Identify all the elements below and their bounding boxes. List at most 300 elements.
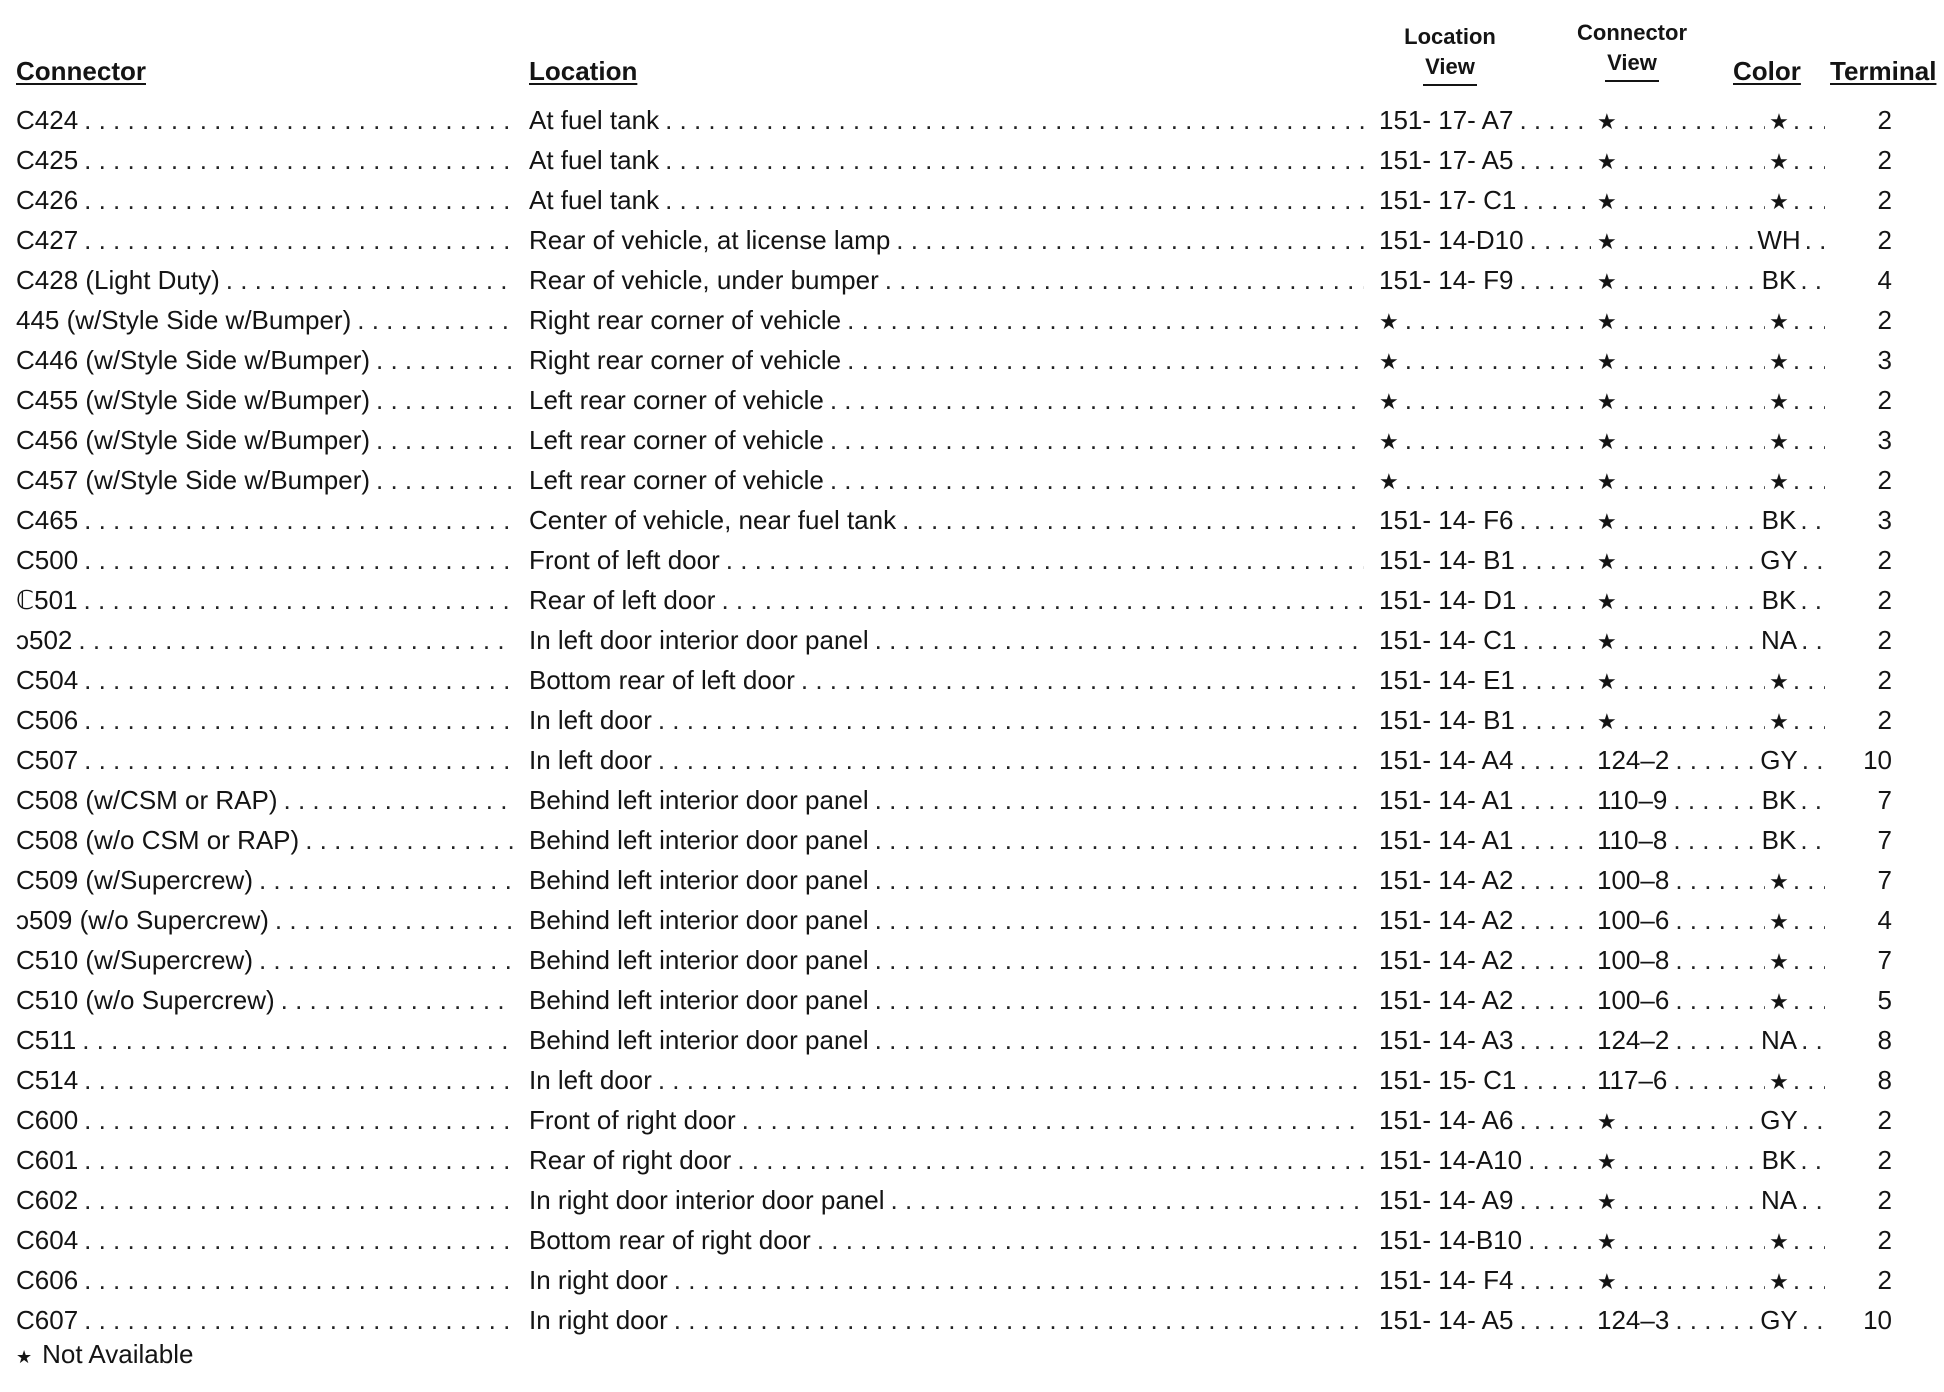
leader-dots xyxy=(885,260,1364,300)
leader-dots xyxy=(1519,1300,1591,1340)
header-connector-view-underline xyxy=(1605,80,1659,82)
connector-view-value: ★ xyxy=(1597,182,1623,220)
leader-dots xyxy=(275,900,514,940)
location-view-value: ★ xyxy=(1379,462,1405,500)
leader-dots xyxy=(875,940,1364,980)
location-value: Behind left interior door panel xyxy=(529,940,875,980)
location-value: Behind left interior door panel xyxy=(529,860,875,900)
cell-connector-view xyxy=(1597,940,1727,980)
cell-terminal xyxy=(1830,700,1896,740)
connector-value: C455 (w/Style Side w/Bumper) xyxy=(16,380,376,420)
location-view-value: 151- 14- F4 xyxy=(1379,1260,1519,1300)
location-view-value: 151- 14- F6 xyxy=(1379,500,1519,540)
color-value: BK xyxy=(1758,780,1801,820)
leader-dots xyxy=(1733,260,1758,300)
cell-connector xyxy=(16,700,514,740)
cell-location xyxy=(529,460,1364,500)
header-location-view-line2: View xyxy=(1425,54,1475,79)
connector-value: C604 xyxy=(16,1220,84,1260)
leader-dots xyxy=(1802,1100,1825,1140)
connector-value: C465 xyxy=(16,500,84,540)
header-location: Location xyxy=(529,56,638,86)
leader-dots xyxy=(891,1180,1364,1220)
cell-connector xyxy=(16,860,514,900)
cell-location xyxy=(529,1140,1364,1180)
leader-dots xyxy=(1675,980,1727,1020)
location-view-value: 151- 14- A5 xyxy=(1379,1300,1519,1340)
leader-dots xyxy=(84,700,514,740)
cell-connector xyxy=(16,620,514,660)
connector-value: C507 xyxy=(16,740,84,780)
leader-dots xyxy=(1733,140,1765,180)
leader-dots xyxy=(226,260,514,300)
table-row xyxy=(0,540,1944,580)
cell-location xyxy=(529,740,1364,780)
table-row xyxy=(0,1220,1944,1260)
table-row xyxy=(0,340,1944,380)
leader-dots xyxy=(875,620,1364,660)
cell-color xyxy=(1733,1260,1825,1300)
cell-connector-view xyxy=(1597,380,1727,420)
leader-dots xyxy=(737,1140,1364,1180)
color-value: ★ xyxy=(1765,662,1793,700)
cell-location-view xyxy=(1379,660,1591,700)
cell-connector-view xyxy=(1597,500,1727,540)
leader-dots xyxy=(1733,1220,1765,1260)
leader-dots xyxy=(1623,620,1727,660)
cell-terminal xyxy=(1830,1180,1896,1220)
leader-dots xyxy=(875,780,1364,820)
table-row xyxy=(0,1300,1944,1340)
location-view-value: 151- 15- C1 xyxy=(1379,1060,1522,1100)
cell-connector xyxy=(16,500,514,540)
leader-dots xyxy=(1623,340,1727,380)
terminal-value: 2 xyxy=(1878,580,1896,620)
cell-location-view xyxy=(1379,940,1591,980)
leader-dots xyxy=(1733,180,1765,220)
connector-value: C425 xyxy=(16,140,84,180)
terminal-value: 2 xyxy=(1878,140,1896,180)
header-color: Color xyxy=(1733,56,1801,86)
color-value: BK xyxy=(1758,1140,1801,1180)
cell-connector-view xyxy=(1597,740,1727,780)
header-connector-view-line1: Connector xyxy=(1577,20,1687,45)
cell-location-view xyxy=(1379,220,1591,260)
color-value: GY xyxy=(1756,740,1802,780)
location-view-value: 151- 14- E1 xyxy=(1379,660,1521,700)
cell-connector xyxy=(16,340,514,380)
cell-connector xyxy=(16,140,514,180)
connector-value: C446 (w/Style Side w/Bumper) xyxy=(16,340,376,380)
leader-dots xyxy=(1522,580,1591,620)
location-value: Bottom rear of left door xyxy=(529,660,801,700)
location-value: Left rear corner of vehicle xyxy=(529,420,830,460)
cell-location xyxy=(529,820,1364,860)
cell-color xyxy=(1733,940,1825,980)
leader-dots xyxy=(1623,1100,1727,1140)
location-view-value: 151- 14- A2 xyxy=(1379,980,1519,1020)
location-value: In right door xyxy=(529,1300,674,1340)
leader-dots xyxy=(1519,140,1591,180)
leader-dots xyxy=(674,1260,1364,1300)
location-value: Behind left interior door panel xyxy=(529,1020,875,1060)
cell-connector xyxy=(16,740,514,780)
leader-dots xyxy=(1793,420,1825,460)
leader-dots xyxy=(1623,220,1727,260)
cell-color xyxy=(1733,660,1825,700)
connector-value: ɔ502 xyxy=(16,620,78,660)
cell-location xyxy=(529,1220,1364,1260)
cell-connector xyxy=(16,1220,514,1260)
location-value: In left door xyxy=(529,1060,658,1100)
cell-color xyxy=(1733,620,1825,660)
color-value: ★ xyxy=(1765,862,1793,900)
connector-view-value: ★ xyxy=(1597,502,1623,540)
table-row xyxy=(0,420,1944,460)
leader-dots xyxy=(1805,220,1825,260)
connector-value: ɔ509 (w/o Supercrew) xyxy=(16,900,275,940)
location-value: In left door interior door panel xyxy=(529,620,875,660)
leader-dots xyxy=(1733,820,1758,860)
cell-color xyxy=(1733,380,1825,420)
cell-connector-view xyxy=(1597,1180,1727,1220)
connector-value: C456 (w/Style Side w/Bumper) xyxy=(16,420,376,460)
header-connector-view-line2: View xyxy=(1607,50,1657,75)
leader-dots xyxy=(1793,1220,1825,1260)
leader-dots xyxy=(259,940,514,980)
table-row xyxy=(0,1260,1944,1300)
cell-terminal xyxy=(1830,380,1896,420)
cell-color xyxy=(1733,1140,1825,1180)
cell-location xyxy=(529,860,1364,900)
location-value: Rear of vehicle, under bumper xyxy=(529,260,885,300)
cell-connector-view xyxy=(1597,220,1727,260)
table-row xyxy=(0,140,1944,180)
terminal-value: 2 xyxy=(1878,220,1896,260)
terminal-value: 2 xyxy=(1878,1260,1896,1300)
leader-dots xyxy=(742,1100,1364,1140)
leader-dots xyxy=(1623,1260,1727,1300)
cell-color xyxy=(1733,1220,1825,1260)
color-value: NA xyxy=(1757,1020,1801,1060)
leader-dots xyxy=(1519,740,1591,780)
color-value: ★ xyxy=(1765,302,1793,340)
leader-dots xyxy=(1405,420,1591,460)
table-row xyxy=(0,300,1944,340)
connector-view-value: ★ xyxy=(1597,342,1623,380)
header-connector: Connector xyxy=(16,56,146,86)
cell-connector xyxy=(16,180,514,220)
leader-dots xyxy=(1800,820,1825,860)
color-value: ★ xyxy=(1765,102,1793,140)
terminal-value: 2 xyxy=(1878,1180,1896,1220)
leader-dots xyxy=(1793,180,1825,220)
leader-dots xyxy=(658,700,1364,740)
table-row xyxy=(0,660,1944,700)
leader-dots xyxy=(1733,1300,1756,1340)
cell-connector xyxy=(16,940,514,980)
color-value: ★ xyxy=(1765,342,1793,380)
leader-dots xyxy=(84,1060,514,1100)
leader-dots xyxy=(1802,740,1825,780)
leader-dots xyxy=(1522,1060,1591,1100)
terminal-value: 2 xyxy=(1878,180,1896,220)
leader-dots xyxy=(896,220,1364,260)
leader-dots xyxy=(1733,700,1765,740)
connector-value: C601 xyxy=(16,1140,84,1180)
leader-dots xyxy=(1623,380,1727,420)
cell-connector-view xyxy=(1597,1140,1727,1180)
connector-view-value: ★ xyxy=(1597,302,1623,340)
cell-terminal xyxy=(1830,860,1896,900)
color-value: ★ xyxy=(1765,422,1793,460)
connector-view-value: ★ xyxy=(1597,1262,1623,1300)
location-view-value: 151- 14-B10 xyxy=(1379,1220,1528,1260)
location-view-value: 151- 14-A10 xyxy=(1379,1140,1528,1180)
cell-connector xyxy=(16,260,514,300)
connector-view-value: 124–2 xyxy=(1597,1020,1675,1060)
color-value: BK xyxy=(1758,260,1801,300)
leader-dots xyxy=(84,1220,514,1260)
cell-location xyxy=(529,1020,1364,1060)
location-view-value: 151- 14- A4 xyxy=(1379,740,1519,780)
leader-dots xyxy=(1733,1020,1757,1060)
connector-value: C510 (w/Supercrew) xyxy=(16,940,259,980)
leader-dots xyxy=(1793,660,1825,700)
location-view-value: 151- 14- A9 xyxy=(1379,1180,1519,1220)
leader-dots xyxy=(1733,100,1765,140)
terminal-value: 8 xyxy=(1878,1020,1896,1060)
table-row xyxy=(0,980,1944,1020)
table-row xyxy=(0,700,1944,740)
leader-dots xyxy=(1522,620,1591,660)
leader-dots xyxy=(1519,900,1591,940)
cell-terminal xyxy=(1830,220,1896,260)
location-value: At fuel tank xyxy=(529,140,665,180)
leader-dots xyxy=(1519,260,1591,300)
connector-value: C424 xyxy=(16,100,84,140)
leader-dots xyxy=(726,540,1364,580)
cell-connector-view xyxy=(1597,1300,1727,1340)
cell-terminal xyxy=(1830,620,1896,660)
cell-location-view xyxy=(1379,340,1591,380)
cell-location xyxy=(529,980,1364,1020)
cell-connector xyxy=(16,300,514,340)
connector-view-value: 100–8 xyxy=(1597,940,1675,980)
leader-dots xyxy=(84,1140,514,1180)
cell-terminal xyxy=(1830,1300,1896,1340)
leader-dots xyxy=(376,380,514,420)
connector-value: C602 xyxy=(16,1180,84,1220)
color-value: GY xyxy=(1756,1300,1802,1340)
leader-dots xyxy=(1793,300,1825,340)
location-view-value: 151- 14- A2 xyxy=(1379,900,1519,940)
location-value: Front of left door xyxy=(529,540,726,580)
cell-terminal xyxy=(1830,300,1896,340)
cell-terminal xyxy=(1830,540,1896,580)
location-value: Right rear corner of vehicle xyxy=(529,340,847,380)
leader-dots xyxy=(1733,220,1753,260)
table-row xyxy=(0,500,1944,540)
connector-view-value: ★ xyxy=(1597,102,1623,140)
leader-dots xyxy=(1733,1140,1758,1180)
leader-dots xyxy=(1519,940,1591,980)
footnote xyxy=(16,1334,193,1377)
leader-dots xyxy=(1675,1300,1727,1340)
leader-dots xyxy=(1519,980,1591,1020)
table-row xyxy=(0,860,1944,900)
leader-dots xyxy=(1405,340,1591,380)
leader-dots xyxy=(1733,860,1765,900)
cell-location-view xyxy=(1379,700,1591,740)
leader-dots xyxy=(1793,1060,1825,1100)
color-value: BK xyxy=(1758,500,1801,540)
terminal-value: 8 xyxy=(1878,1060,1896,1100)
location-value: Bottom rear of right door xyxy=(529,1220,817,1260)
terminal-value: 2 xyxy=(1878,1100,1896,1140)
location-value: In right door xyxy=(529,1260,674,1300)
color-value: BK xyxy=(1758,820,1801,860)
leader-dots xyxy=(1519,1260,1591,1300)
connector-view-value: ★ xyxy=(1597,542,1623,580)
cell-connector xyxy=(16,1060,514,1100)
leader-dots xyxy=(1623,300,1727,340)
leader-dots xyxy=(1623,1140,1727,1180)
location-view-value: 151- 14- B1 xyxy=(1379,540,1521,580)
cell-location-view xyxy=(1379,780,1591,820)
connector-view-value: ★ xyxy=(1597,1102,1623,1140)
cell-location-view xyxy=(1379,180,1591,220)
cell-connector-view xyxy=(1597,1100,1727,1140)
leader-dots xyxy=(1623,1180,1727,1220)
terminal-value: 7 xyxy=(1878,780,1896,820)
connector-view-value: ★ xyxy=(1597,462,1623,500)
leader-dots xyxy=(1623,180,1727,220)
cell-connector xyxy=(16,540,514,580)
cell-color xyxy=(1733,1100,1825,1140)
leader-dots xyxy=(78,620,514,660)
leader-dots xyxy=(84,1100,514,1140)
leader-dots xyxy=(1675,900,1727,940)
color-value: ★ xyxy=(1765,1262,1793,1300)
cell-connector-view xyxy=(1597,1260,1727,1300)
table-row xyxy=(0,900,1944,940)
location-view-value: 151- 14- A3 xyxy=(1379,1020,1519,1060)
color-value: WH xyxy=(1753,220,1804,260)
cell-connector xyxy=(16,100,514,140)
leader-dots xyxy=(1519,780,1591,820)
leader-dots xyxy=(1675,1020,1727,1060)
cell-location-view xyxy=(1379,100,1591,140)
table-row xyxy=(0,1100,1944,1140)
cell-connector xyxy=(16,420,514,460)
table-row xyxy=(0,820,1944,860)
cell-color xyxy=(1733,820,1825,860)
connector-view-value: 124–3 xyxy=(1597,1300,1675,1340)
cell-terminal xyxy=(1830,1020,1896,1060)
cell-location-view xyxy=(1379,140,1591,180)
leader-dots xyxy=(665,180,1364,220)
connector-view-value: ★ xyxy=(1597,1142,1623,1180)
leader-dots xyxy=(658,740,1364,780)
location-value: At fuel tank xyxy=(529,180,665,220)
location-value: Behind left interior door panel xyxy=(529,820,875,860)
leader-dots xyxy=(84,1260,514,1300)
cell-connector xyxy=(16,380,514,420)
cell-connector xyxy=(16,1100,514,1140)
cell-location xyxy=(529,620,1364,660)
table-row xyxy=(0,1060,1944,1100)
color-value: ★ xyxy=(1765,902,1793,940)
cell-terminal xyxy=(1830,460,1896,500)
leader-dots xyxy=(674,1300,1364,1340)
cell-terminal xyxy=(1830,580,1896,620)
location-value: Left rear corner of vehicle xyxy=(529,380,830,420)
location-value: Behind left interior door panel xyxy=(529,900,875,940)
leader-dots xyxy=(1521,700,1591,740)
cell-location xyxy=(529,220,1364,260)
terminal-value: 5 xyxy=(1878,980,1896,1020)
cell-terminal xyxy=(1830,740,1896,780)
leader-dots xyxy=(1733,460,1765,500)
cell-location-view xyxy=(1379,260,1591,300)
cell-connector-view xyxy=(1597,1220,1727,1260)
cell-location-view xyxy=(1379,1140,1591,1180)
cell-location-view xyxy=(1379,580,1591,620)
table-row xyxy=(0,1140,1944,1180)
table-row xyxy=(0,1020,1944,1060)
leader-dots xyxy=(1733,300,1765,340)
terminal-value: 3 xyxy=(1878,500,1896,540)
terminal-value: 2 xyxy=(1878,700,1896,740)
terminal-value: 2 xyxy=(1878,100,1896,140)
cell-location-view xyxy=(1379,1100,1591,1140)
cell-location-view xyxy=(1379,1260,1591,1300)
connector-value: C457 (w/Style Side w/Bumper) xyxy=(16,460,376,500)
connector-view-value: 124–2 xyxy=(1597,740,1675,780)
leader-dots xyxy=(84,180,514,220)
cell-terminal xyxy=(1830,1060,1896,1100)
cell-color xyxy=(1733,140,1825,180)
cell-location-view xyxy=(1379,380,1591,420)
cell-connector xyxy=(16,460,514,500)
leader-dots xyxy=(84,220,514,260)
cell-location xyxy=(529,660,1364,700)
terminal-value: 2 xyxy=(1878,460,1896,500)
leader-dots xyxy=(1519,820,1591,860)
cell-location-view xyxy=(1379,1300,1591,1340)
color-value: ★ xyxy=(1765,142,1793,180)
leader-dots xyxy=(1623,700,1727,740)
cell-connector-view xyxy=(1597,620,1727,660)
leader-dots xyxy=(1733,980,1765,1020)
connector-value: C508 (w/o CSM or RAP) xyxy=(16,820,305,860)
cell-color xyxy=(1733,580,1825,620)
location-value: Behind left interior door panel xyxy=(529,780,875,820)
cell-color xyxy=(1733,980,1825,1020)
connector-view-value: ★ xyxy=(1597,582,1623,620)
cell-connector-view xyxy=(1597,780,1727,820)
leader-dots xyxy=(1623,540,1727,580)
leader-dots xyxy=(82,1020,514,1060)
leader-dots xyxy=(1519,1100,1591,1140)
cell-location xyxy=(529,420,1364,460)
cell-location-view xyxy=(1379,1220,1591,1260)
location-view-value: 151- 14- A1 xyxy=(1379,820,1519,860)
location-view-value: 151- 17- A5 xyxy=(1379,140,1519,180)
leader-dots xyxy=(84,1180,514,1220)
location-view-value: 151- 17- A7 xyxy=(1379,100,1519,140)
